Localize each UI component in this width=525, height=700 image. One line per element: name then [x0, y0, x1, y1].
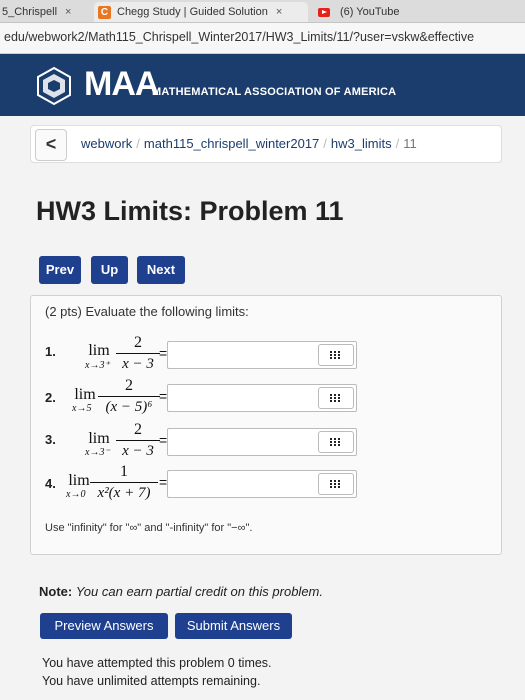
- preview-answers-button[interactable]: Preview Answers: [40, 613, 168, 639]
- chegg-icon: C: [98, 6, 111, 19]
- denominator: x − 3: [122, 443, 154, 459]
- math-editor-button[interactable]: [318, 344, 354, 366]
- browser-tab-2[interactable]: [94, 2, 308, 22]
- item-number: 2.: [45, 390, 56, 405]
- fraction-bar: [116, 353, 160, 354]
- youtube-icon: [318, 8, 330, 17]
- grid-icon: [330, 350, 342, 360]
- fraction-bar: [90, 482, 158, 483]
- denominator: (x − 5)⁶: [105, 399, 153, 415]
- equals-sign: =: [159, 474, 168, 490]
- fraction: [98, 377, 160, 416]
- browser-tab-bar: [0, 0, 525, 23]
- denominator: x²(x + 7): [97, 485, 151, 501]
- breadcrumb-path: [81, 136, 417, 151]
- back-button[interactable]: <: [35, 129, 67, 161]
- fraction: [116, 334, 160, 373]
- address-bar[interactable]: [0, 23, 525, 54]
- attempts-text: You have attempted this problem 0 times.: [42, 656, 272, 670]
- breadcrumb-webwork[interactable]: webwork: [81, 136, 133, 151]
- problem-panel: [30, 295, 502, 555]
- math-editor-button[interactable]: [318, 473, 354, 495]
- math-editor-button[interactable]: [318, 387, 354, 409]
- fraction: [116, 421, 160, 460]
- item-number: 4.: [45, 476, 56, 491]
- lim-operator: lim: [74, 386, 96, 403]
- prev-button[interactable]: Prev: [39, 256, 81, 284]
- note-label: Note:: [39, 584, 73, 599]
- org-name: MATHEMATICAL ASSOCIATION OF AMERICA: [152, 86, 397, 98]
- up-button[interactable]: Up: [91, 256, 128, 284]
- maa-logo-icon[interactable]: [34, 66, 74, 106]
- lim-operator: lim: [88, 430, 110, 447]
- lim-operator: lim: [68, 472, 90, 489]
- breadcrumb-separator: /: [323, 136, 327, 151]
- grid-icon: [330, 437, 342, 447]
- page-title: HW3 Limits: Problem 11: [36, 196, 344, 226]
- fraction-bar: [98, 396, 160, 397]
- site-header: [0, 54, 525, 116]
- breadcrumb-separator: /: [136, 136, 140, 151]
- fraction: [90, 463, 158, 502]
- fraction-bar: [116, 440, 160, 441]
- item-number: 3.: [45, 432, 56, 447]
- numerator: 2: [134, 421, 142, 438]
- denominator: x − 3: [122, 356, 154, 372]
- next-button[interactable]: Next: [137, 256, 185, 284]
- tab-label: Chegg Study | Guided Solution: [117, 6, 268, 18]
- problem-intro: (2 pts) Evaluate the following limits:: [45, 304, 249, 319]
- lim-operator: lim: [88, 342, 110, 359]
- numerator: 1: [120, 463, 128, 480]
- browser-tab-1[interactable]: [2, 2, 90, 22]
- close-tab-icon[interactable]: ×: [275, 6, 283, 18]
- breadcrumb-course[interactable]: math115_chrispell_winter2017: [143, 136, 320, 151]
- item-number: 1.: [45, 344, 56, 359]
- url-text[interactable]: edu/webwork2/Math115_Chrispell_Winter2017/HW3_Limits/11/?user=vskw&effective: [4, 30, 475, 44]
- lim-subscript: x→3⁻: [85, 447, 110, 458]
- maa-wordmark[interactable]: MAA: [84, 65, 159, 103]
- breadcrumb-separator: /: [395, 136, 400, 151]
- breadcrumb-current: 11: [403, 136, 417, 151]
- equals-sign: =: [159, 345, 168, 361]
- partial-credit-note: [39, 584, 323, 599]
- attempts-remaining-text: You have unlimited attempts remaining.: [42, 674, 261, 688]
- lim-subscript: x→3⁺: [85, 360, 110, 371]
- answer-hint: Use "infinity" for "∞" and "-infinity" for "−∞".: [45, 522, 253, 534]
- breadcrumb: [30, 125, 502, 163]
- math-editor-button[interactable]: [318, 431, 354, 453]
- tab-label: (6) YouTube: [340, 6, 400, 18]
- numerator: 2: [125, 377, 133, 394]
- submit-answers-button[interactable]: Submit Answers: [175, 613, 292, 639]
- tab-label: 5_Chrispell: [2, 6, 58, 18]
- close-tab-icon[interactable]: ×: [65, 6, 72, 18]
- equals-sign: =: [159, 432, 168, 448]
- lim-subscript: x→0: [66, 489, 86, 500]
- breadcrumb-set[interactable]: hw3_limits: [330, 136, 392, 151]
- grid-icon: [330, 393, 342, 403]
- lim-subscript: x→5: [72, 403, 92, 414]
- note-text: You can earn partial credit on this problem.: [75, 584, 323, 599]
- grid-icon: [330, 479, 342, 489]
- equals-sign: =: [159, 388, 168, 404]
- browser-tab-3[interactable]: [318, 2, 525, 22]
- numerator: 2: [134, 334, 142, 351]
